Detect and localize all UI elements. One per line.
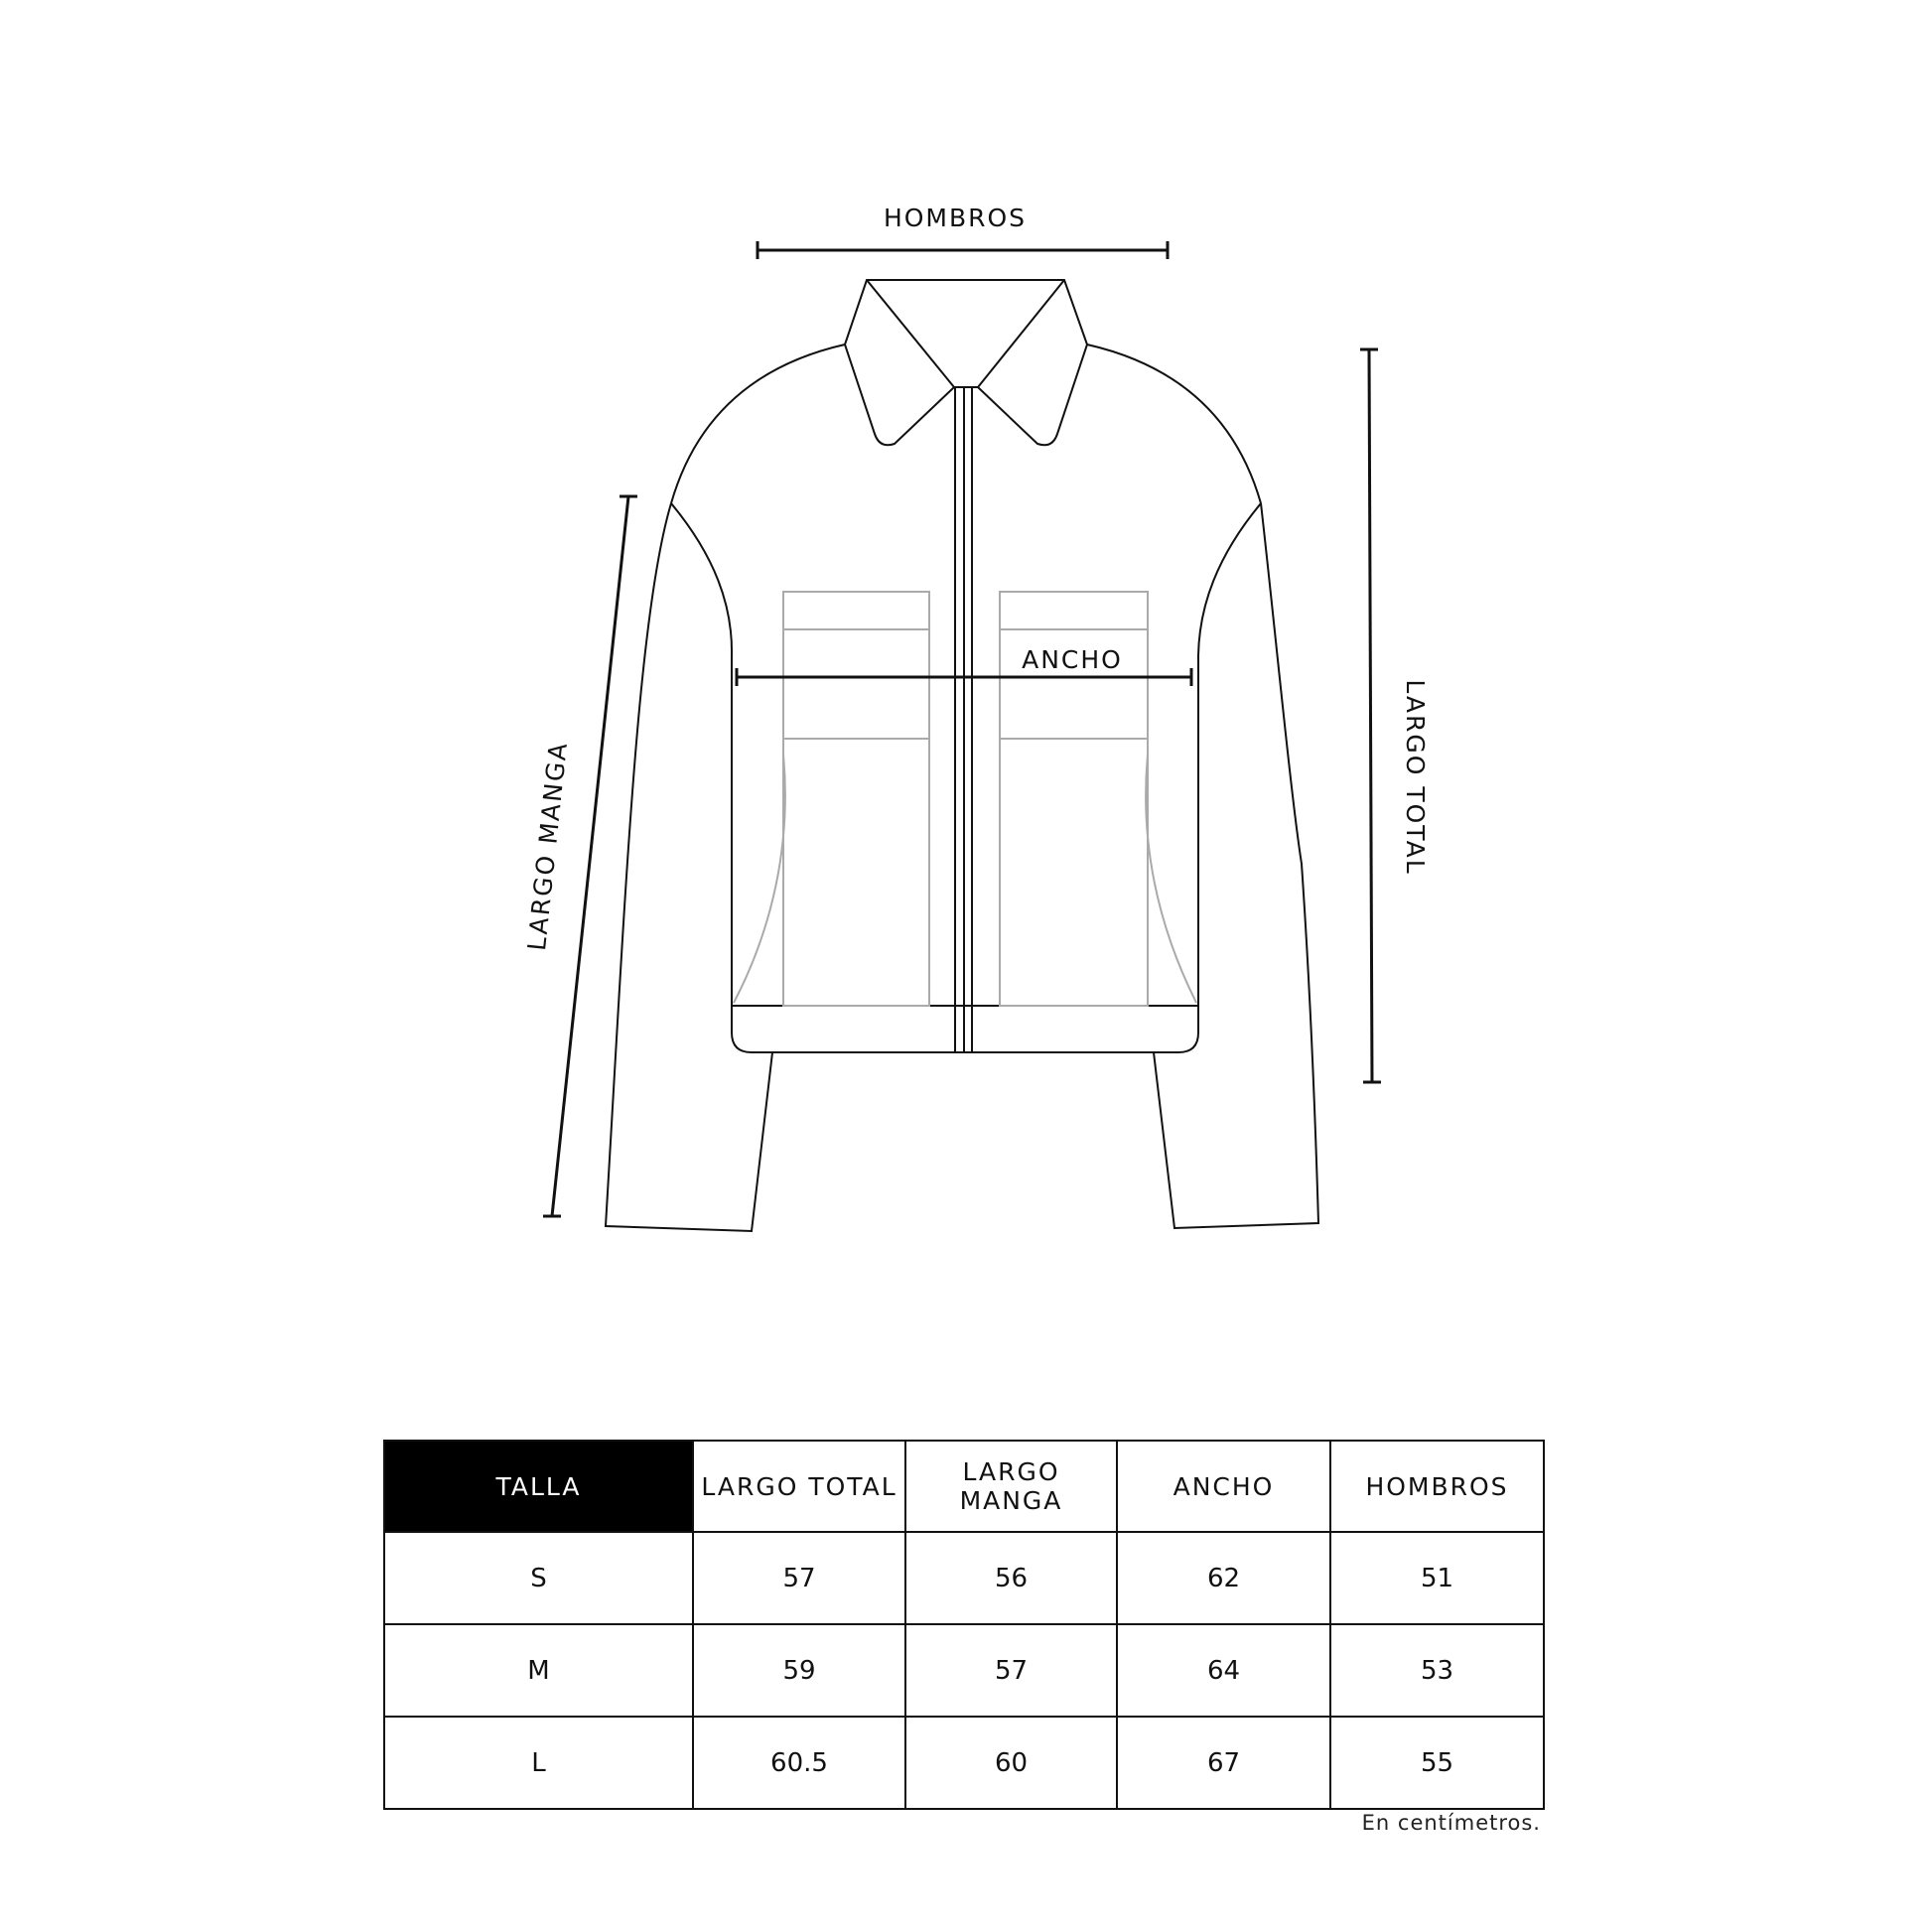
table-cell: 60.5 bbox=[693, 1717, 905, 1809]
table-cell: 55 bbox=[1330, 1717, 1544, 1809]
table-cell: 56 bbox=[905, 1532, 1117, 1624]
table-cell: 59 bbox=[693, 1624, 905, 1717]
table-cell: 67 bbox=[1117, 1717, 1330, 1809]
header-ancho: ANCHO bbox=[1117, 1441, 1330, 1532]
table-cell: 62 bbox=[1117, 1532, 1330, 1624]
table-cell: 57 bbox=[693, 1532, 905, 1624]
table-cell: 60 bbox=[905, 1717, 1117, 1809]
table-cell: 51 bbox=[1330, 1532, 1544, 1624]
table-row bbox=[384, 1624, 1544, 1717]
size-table bbox=[383, 1440, 1545, 1810]
table-cell: L bbox=[384, 1717, 693, 1809]
header-largo-manga: LARGO MANGA bbox=[905, 1441, 1117, 1532]
total-length-dimension bbox=[1360, 349, 1381, 1082]
table-row bbox=[384, 1717, 1544, 1809]
header-largo-total: LARGO TOTAL bbox=[693, 1441, 905, 1532]
jacket-outline bbox=[606, 280, 1318, 1231]
width-label: ANCHO bbox=[1022, 645, 1123, 674]
total-length-label: LARGO TOTAL bbox=[1401, 679, 1430, 876]
shoulders-label: HOMBROS bbox=[883, 204, 1028, 232]
sleeve-length-label: LARGO MANGA bbox=[522, 740, 574, 952]
header-hombros: HOMBROS bbox=[1330, 1441, 1544, 1532]
table-cell: 64 bbox=[1117, 1624, 1330, 1717]
shoulders-dimension bbox=[758, 241, 1168, 259]
unit-note: En centímetros. bbox=[1361, 1811, 1541, 1835]
table-header-row bbox=[384, 1441, 1544, 1532]
table-cell: 53 bbox=[1330, 1624, 1544, 1717]
table-cell: M bbox=[384, 1624, 693, 1717]
table-cell: S bbox=[384, 1532, 693, 1624]
table-cell: 57 bbox=[905, 1624, 1117, 1717]
header-talla: TALLA bbox=[384, 1441, 693, 1532]
table-row bbox=[384, 1532, 1544, 1624]
